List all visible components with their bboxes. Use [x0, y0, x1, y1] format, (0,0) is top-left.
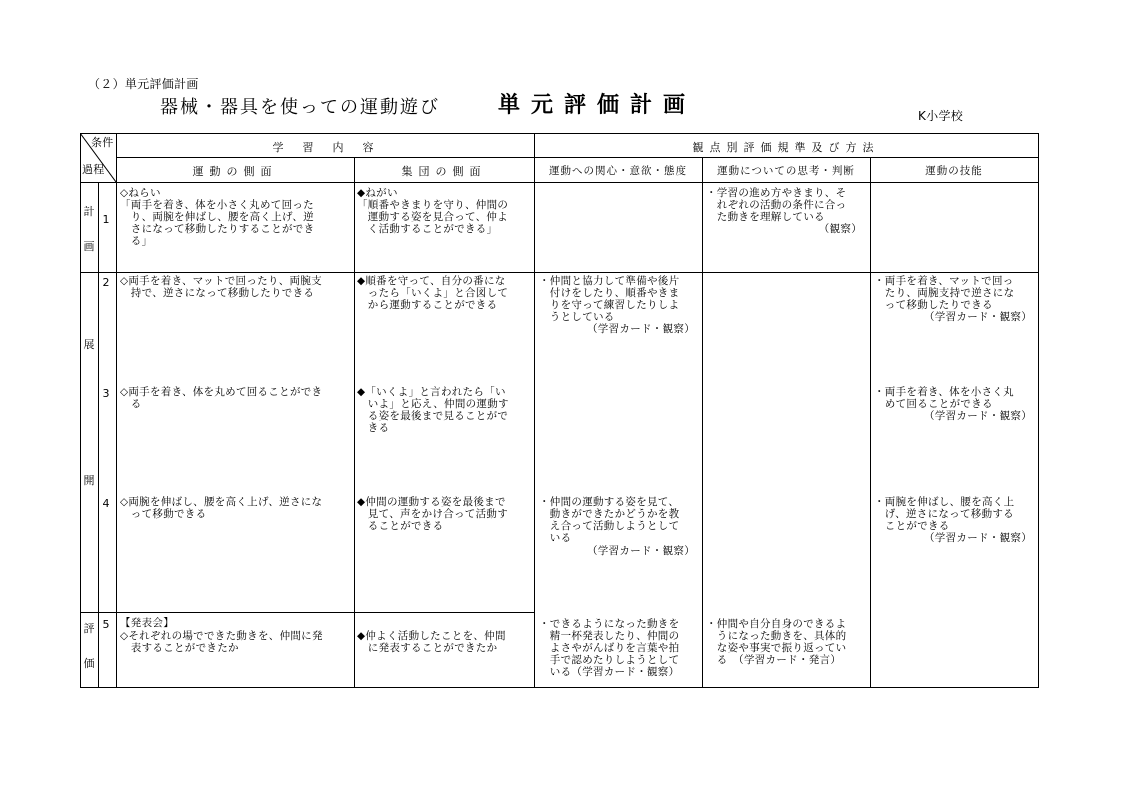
- interest-cell: ・できるようになった動きを 精一杯発表したり、仲間の よさやがんばりを言葉や拍 手で認めたりしようとして いる（学習カード・観察）: [539, 618, 680, 678]
- school-name: K小学校: [918, 109, 964, 123]
- thinking-cell: ・学習の進め方やきまり、そ れぞれの活動の条件に合っ た動きを理解している: [706, 187, 847, 223]
- skill-cell: ・両腕を伸ばし、腰を高く上 げ、逆さになって移動する ことができる: [874, 496, 1015, 532]
- exercise-cell: ◇ねらい 「両手を着き、体を小さく丸めて回った り、両腕を伸ばし、腰を高く上げ、逆 さになって移動したりすることができ る」: [120, 187, 315, 247]
- interest-method: （学習カード・観察）: [587, 323, 695, 335]
- stage-eval-2: 価: [83, 657, 95, 670]
- group-cell: ◆順番を守って、自分の番にな ったら「いくよ」と合図して から運動することができる: [357, 275, 509, 311]
- section-label: （２）単元評価計画: [88, 77, 199, 91]
- skill-method: （学習カード・観察）: [924, 410, 1032, 422]
- stage-plan-1: 計: [83, 205, 95, 218]
- header-thinking: 運動についての思考・判断: [717, 165, 855, 177]
- thinking-method: （観察）: [818, 223, 862, 235]
- exercise-cell: ◇両手を着き、マットで回ったり、両腕支 持で、逆さになって移動したりできる: [120, 275, 322, 299]
- exercise-cell: ◇それぞれの場でできた動きを、仲間に発 表することができたか: [120, 630, 323, 654]
- interest-cell: ・仲間と協力して準備や後片 付けをしたり、順番やきま りを守って練習したりしよ うとしている: [539, 275, 680, 323]
- group-cell: ◆仲よく活動したことを、仲間 に発表することができたか: [357, 630, 506, 654]
- row-number: 5: [102, 618, 110, 631]
- skill-method: （学習カード・観察）: [924, 311, 1032, 323]
- row-number: 4: [102, 497, 110, 510]
- header-learning-content: 学 習 内 容: [272, 141, 378, 154]
- exercise-cell: ◇両腕を伸ばし、腰を高く上げ、逆さにな って移動できる: [120, 496, 323, 520]
- skill-method: （学習カード・観察）: [924, 532, 1032, 544]
- row-number: 3: [102, 387, 110, 400]
- plan-title: 単元評価計画: [498, 93, 697, 118]
- thinking-cell: ・仲間や自分自身のできるよ うになった動きを、具体的 な姿や事実で振り返ってい る （学習カード・発言）: [706, 618, 847, 666]
- header-skill: 運動の技能: [925, 165, 983, 177]
- header-interest: 運動への関心・意欲・態度: [549, 165, 687, 177]
- row-number: 1: [102, 213, 110, 226]
- exercise-cell: ◇両手を着き、体を丸めて回ることができ る: [120, 386, 323, 410]
- exercise-heading: 【発表会】: [120, 617, 174, 629]
- skill-cell: ・両手を着き、マットで回っ たり、両腕支持で逆さにな って移動したりできる: [874, 275, 1015, 311]
- interest-cell: ・仲間の運動する姿を見て、 動きができたかどうかを教 え合って活動しようとして いる: [539, 496, 680, 544]
- header-group-side: 集団の側面: [401, 165, 487, 178]
- group-cell: ◆「いくよ」と言われたら「い いよ」と応え、仲間の運動す る姿を最後まで見ることがで きる: [357, 386, 509, 434]
- header-criteria: 観点別評価規準及び方法: [692, 141, 880, 154]
- corner-conditions: 条件: [91, 136, 114, 149]
- interest-method: （学習カード・観察）: [587, 545, 695, 557]
- stage-eval-1: 評: [83, 622, 95, 635]
- stage-plan-2: 画: [83, 240, 95, 253]
- unit-title: 器械・器具を使っての運動遊び: [160, 97, 440, 118]
- stage-dev-2: 開: [83, 474, 95, 487]
- stage-dev-1: 展: [83, 338, 95, 351]
- header-exercise-side: 運動の側面: [192, 165, 278, 178]
- group-cell: ◆ねがい 「順番やきまりを守り、仲間の 運動する姿を見合って、仲よ く活動することができる」: [357, 187, 509, 235]
- group-cell: ◆仲間の運動する姿を最後まで 見て、声をかけ合って活動す ることができる: [357, 496, 508, 532]
- row-number: 2: [102, 276, 110, 289]
- corner-process: 過程: [82, 163, 105, 176]
- skill-cell: ・両手を着き、体を小さく丸 めて回ることができる: [874, 386, 1014, 410]
